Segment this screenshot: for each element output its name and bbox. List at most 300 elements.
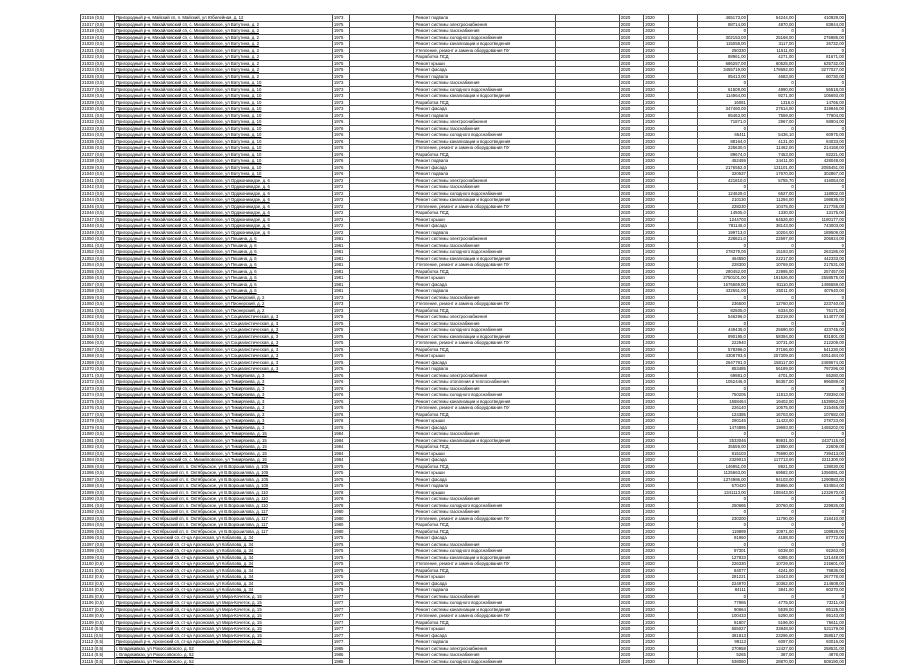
cell-year-start: 2020 xyxy=(619,164,643,171)
cell-address[interactable]: Пригородный р-н, Михайловский сп, с. Михайловское, ул Ватутина, д. 10 xyxy=(114,86,332,93)
cell-cost-part: 0 xyxy=(747,242,795,249)
cell-year-start: 2020 xyxy=(619,320,643,327)
cell-id: 21079 (0,5) xyxy=(81,424,115,431)
cell-work-type: Ремонт системы газоснабжения xyxy=(414,593,555,600)
cell-total-cost: 115058,00 xyxy=(697,41,747,48)
cell-address[interactable]: Пригородный р-н, Михайловский сп, с. Михайловское, ул Ватутина, д. 2 xyxy=(114,67,332,74)
cell-id: 21069 (0,5) xyxy=(81,359,115,366)
cell-build-year: 1976 xyxy=(332,418,349,425)
cell-cost-part: 17670,00 xyxy=(747,171,795,178)
cell-address[interactable]: Пригородный р-н, Архонский сп, ст-ца Архонская, ул Мира-Кочеток, д. 15 xyxy=(114,600,332,607)
cell-address[interactable]: Пригородный р-н, Михайловский сп, с. Михайловское, ул Тимирязева, д. 3 xyxy=(114,379,332,386)
cell-build-year: 1976 xyxy=(332,405,349,412)
cell-address[interactable]: Пригородный р-н, Михайловский сп, с. Михайловское, ул Ватутина, д. 10 xyxy=(114,151,332,158)
cell-address[interactable]: Пригородный р-н, Михайловский сп, с. Михайловское, ул Социалистическая, д. 3 xyxy=(114,359,332,366)
cell-year-end: 2020 xyxy=(644,470,668,477)
cell-cost-part: 54244,00 xyxy=(747,15,795,22)
cell-year-start: 2020 xyxy=(619,73,643,80)
cell-work-type: Ремонт системы холодного водоснабжения xyxy=(414,502,555,509)
cell-cost-part: 8921,00 xyxy=(747,463,795,470)
cell-address[interactable]: Пригородный р-н, Майский сп, п. Майский, ул Юбилейная, д. 12 xyxy=(114,15,332,22)
cell-build-year: 1975 xyxy=(332,541,349,548)
cell-work-type: Ремонт системы электроснабжения xyxy=(414,21,555,28)
cell-address[interactable]: г. Владикавказ, ул Рокоссовского, д. 52 xyxy=(114,645,332,652)
cell-year-end: 2020 xyxy=(644,405,668,412)
cell-address[interactable]: г. Владикавказ, ул Рокоссовского, д. 52 xyxy=(114,658,332,665)
cell-address[interactable]: Пригородный р-н, Архонский сп, ст-ца Архонская, ул Кобалова, д. 34 xyxy=(114,574,332,581)
cell-cost-part: 0 xyxy=(747,522,795,529)
cell-cost-part: 75690,00 xyxy=(747,450,795,457)
cell-cost-part: 22697,00 xyxy=(747,236,795,243)
cell-address[interactable]: Пригородный р-н, Архонский сп, ст-ца Архонская, ул Кобалова, д. 34 xyxy=(114,561,332,568)
cell-id: 21066 (0,5) xyxy=(81,340,115,347)
cell-address[interactable]: Пригородный р-н, Михайловский сп, с. Михайловское, ул Орджоникидзе, д. 6 xyxy=(114,190,332,197)
cell-year-end: 2020 xyxy=(644,275,668,282)
cell-total-cost: 1125663,00 xyxy=(697,470,747,477)
cell-address[interactable]: Пригородный р-н, Михайловский сп, с. Михайловское, ул Ватутина, д. 2 xyxy=(114,21,332,28)
cell-year-end: 2020 xyxy=(644,307,668,314)
cell-build-year: 1972 xyxy=(332,203,349,210)
cell-address[interactable]: Пригородный р-н, Архонский сп, ст-ца Архонская, ул Кобалова, д. 34 xyxy=(114,535,332,542)
cell-address[interactable]: Пригородный р-н, Архонский сп, ст-ца Архонская, ул Мира-Кочеток, д. 15 xyxy=(114,639,332,646)
cell-cost-rest: 73211,00 xyxy=(795,600,845,607)
cell-address[interactable]: Пригородный р-н, Михайловский сп, с. Михайловское, ул Ватутина, д. 2 xyxy=(114,41,332,48)
cell-year-start: 2020 xyxy=(619,333,643,340)
cell-total-cost: 0 xyxy=(697,385,747,392)
cell-total-cost: 1244703 xyxy=(697,216,747,223)
cell-work-type: Ремонт системы отопления и теплоснабжения xyxy=(414,379,555,386)
cell-id: 21075 (0,5) xyxy=(81,398,115,405)
cell-id: 21098 (0,5) xyxy=(81,548,115,555)
cell-address[interactable]: Пригородный р-н, Михайловский сп, с. Михайловское, ул Тимирязева, д. 15 xyxy=(114,444,332,451)
cell-total-cost: 5265 xyxy=(697,652,747,659)
cell-address[interactable]: Пригородный р-н, Архонский сп, ст-ца Архонская, ул Кобалова, д. 34 xyxy=(114,567,332,574)
cell-address[interactable]: Пригородный р-н, Октябрьский сп, п. Октябрьское, ул В.Ворошилова, д. 117 xyxy=(114,522,332,529)
cell-address[interactable]: Пригородный р-н, Михайловский сп, с. Михайловское, ул Тимирязева, д. 3 xyxy=(114,418,332,425)
cell-cost-rest: 521179,00 xyxy=(795,626,845,633)
cell-year-end: 2020 xyxy=(644,398,668,405)
cell-address[interactable]: Пригородный р-н, Михайловский сп, с. Михайловское, ул Тимирязева, д. 3 xyxy=(114,424,332,431)
cell-build-year: 1975 xyxy=(332,346,349,353)
cell-build-year: 1975 xyxy=(332,580,349,587)
cell-address[interactable]: Пригородный р-н, Михайловский сп, с. Михайловское, ул Ватутина, д. 2 xyxy=(114,34,332,41)
cell-address[interactable]: Пригородный р-н, Архонский сп, ст-ца Архонская, ул Мира-Кочеток, д. 15 xyxy=(114,593,332,600)
cell-cost-part: 387,00 xyxy=(747,652,795,659)
cell-cost-rest: 319846,00 xyxy=(795,106,845,113)
cell-cost-rest: 85125,00 xyxy=(795,606,845,613)
cell-build-year: 1975 xyxy=(332,327,349,334)
cell-build-year: 1975 xyxy=(332,60,349,67)
cell-address[interactable]: Пригородный р-н, Михайловский сп, с. Михайловское, ул Орджоникидзе, д. 6 xyxy=(114,197,332,204)
cell-address[interactable]: Пригородный р-н, Михайловский сп, с. Михайловское, ул Ватутина, д. 10 xyxy=(114,138,332,145)
cell-address[interactable]: Пригородный р-н, Октябрьский сп, п. Октябрьское, ул В.Ворошилова, д. 110 xyxy=(114,502,332,509)
cell-year-end: 2020 xyxy=(644,424,668,431)
cell-total-cost: 1052446,0 xyxy=(697,379,747,386)
cell-empty xyxy=(668,658,697,665)
cell-cost-part: 81110,00 xyxy=(747,281,795,288)
cell-address[interactable]: Пригородный р-н, Октябрьский сп, п. Октябрьское, ул В.Ворошилова, д. 105 xyxy=(114,463,332,470)
cell-address[interactable]: Пригородный р-н, Михайловский сп, с. Михайловское, ул Орджоникидзе, д. 6 xyxy=(114,223,332,230)
cell-address[interactable]: Пригородный р-н, Архонский сп, ст-ца Архонская, ул Мира-Кочеток, д. 15 xyxy=(114,613,332,620)
cell-build-year: 1980 xyxy=(332,509,349,516)
cell-address[interactable]: Пригородный р-н, Михайловский сп, с. Михайловское, ул Ватутина, д. 10 xyxy=(114,99,332,106)
cell-total-cost: 81807 xyxy=(697,619,747,626)
cell-id: 21027 (0,5) xyxy=(81,86,115,93)
cell-address[interactable]: Пригородный р-н, Михайловский сп, с. Михайловское, ул Ватутина, д. 2 xyxy=(114,28,332,35)
cell-build-year: 1984 xyxy=(332,444,349,451)
cell-cost-part: 6385,00 xyxy=(747,554,795,561)
cell-year-start: 2020 xyxy=(619,177,643,184)
cell-address[interactable]: Пригородный р-н, Михайловский сп, с. Михайловское, ул Социалистическая, д. 3 xyxy=(114,340,332,347)
cell-id: 21070 (0,5) xyxy=(81,366,115,373)
cell-year-start: 2020 xyxy=(619,216,643,223)
cell-year-end: 2020 xyxy=(644,632,668,639)
cell-build-year: 1977 xyxy=(332,613,349,620)
cell-address[interactable]: Пригородный р-н, Архонский сп, ст-ца Архонская, ул Кобалова, д. 34 xyxy=(114,548,332,555)
cell-address[interactable]: Пригородный р-н, Михайловский сп, с. Михайловское, ул Тимирязева, д. 3 xyxy=(114,411,332,418)
cell-build-year: 1981 xyxy=(332,236,349,243)
cell-year-end: 2020 xyxy=(644,112,668,119)
cell-id: 21054 (0,5) xyxy=(81,262,115,269)
cell-year-start: 2020 xyxy=(619,541,643,548)
cell-address[interactable]: Пригородный р-н, Михайловский сп, с. Михайловское, ул Ватутина, д. 10 xyxy=(114,119,332,126)
cell-total-cost: 0 xyxy=(697,80,747,87)
cell-address[interactable]: Пригородный р-н, Михайловский сп, с. Михайловское, ул Тимирязева, д. 3 xyxy=(114,398,332,405)
cell-year-end: 2020 xyxy=(644,21,668,28)
cell-build-year: 1981 xyxy=(332,249,349,256)
cell-year-end: 2020 xyxy=(644,340,668,347)
cell-cost-part: 10971,00 xyxy=(747,528,795,535)
table-row xyxy=(81,437,846,444)
table-row xyxy=(81,333,846,340)
cell-cost-part: 10475,00 xyxy=(747,203,795,210)
cell-address[interactable]: Пригородный р-н, Михайловский сп, с. Михайловское, ул Ватутина, д. 2 xyxy=(114,54,332,61)
cell-year-end: 2020 xyxy=(644,106,668,113)
cell-address[interactable]: Пригородный р-н, Михайловский сп, с. Михайловское, ул Пешина, д. 6 xyxy=(114,288,332,295)
cell-work-type: Ремонт фасада xyxy=(414,424,555,431)
cell-year-start: 2020 xyxy=(619,587,643,594)
cell-address[interactable]: Пригородный р-н, Михайловский сп, с. Михайловское, ул Тимирязева, д. 15 xyxy=(114,437,332,444)
cell-address[interactable]: Пригородный р-н, Михайловский сп, с. Михайловское, ул Социалистическая, д. 3 xyxy=(114,353,332,360)
cell-address[interactable]: Пригородный р-н, Михайловский сп, с. Михайловское, ул Ватутина, д. 2 xyxy=(114,47,332,54)
cell-cost-rest: 68904,00 xyxy=(795,119,845,126)
cell-cost-rest: 79836,00 xyxy=(795,567,845,574)
cell-cost-rest: 77904,00 xyxy=(795,112,845,119)
cell-address[interactable]: Пригородный р-н, Михайловский сп, с. Михайловское, ул Орджоникидзе, д. 6 xyxy=(114,203,332,210)
cell-year-start: 2020 xyxy=(619,60,643,67)
cell-address[interactable]: Пригородный р-н, Архонский сп, ст-ца Архонская, ул Кобалова, д. 34 xyxy=(114,587,332,594)
cell-build-year: 1975 xyxy=(332,574,349,581)
cell-cost-part: 0 xyxy=(747,28,795,35)
cell-total-cost: 91960 xyxy=(697,535,747,542)
cell-year-end: 2020 xyxy=(644,80,668,87)
cell-work-type: Утепление, ремонт и замена оборудования ПУ xyxy=(414,301,555,308)
cell-build-year: 1980 xyxy=(332,515,349,522)
cell-id: 21083 (0,5) xyxy=(81,450,115,457)
cell-address[interactable]: Пригородный р-н, Михайловский сп, с. Михайловское, ул Ватутина, д. 10 xyxy=(114,145,332,152)
cell-address[interactable]: Пригородный р-н, Михайловский сп, с. Михайловское, ул Ватутина, д. 2 xyxy=(114,60,332,67)
cell-year-start: 2020 xyxy=(619,444,643,451)
cell-cost-rest: 0 xyxy=(795,184,845,191)
cell-address[interactable]: Пригородный р-н, Михайловский сп, с. Михайловское, ул Ватутина, д. 10 xyxy=(114,171,332,178)
cell-id: 21064 (0,5) xyxy=(81,327,115,334)
cell-id: 21047 (0,5) xyxy=(81,216,115,223)
cell-work-type: Ремонт подвала xyxy=(414,112,555,119)
cell-build-year: 1981 xyxy=(332,262,349,269)
cell-address[interactable]: Пригородный р-н, Михайловский сп, с. Михайловское, ул Орджоникидзе, д. 6 xyxy=(114,184,332,191)
cell-cost-rest: 278723,00 xyxy=(795,418,845,425)
cell-total-cost: 578396,0 xyxy=(697,346,747,353)
cell-address[interactable]: Пригородный р-н, Михайловский сп, с. Михайловское, ул Пионерский, д. 2 xyxy=(114,301,332,308)
cell-address[interactable]: Пригородный р-н, Михайловский сп, с. Михайловское, ул Пионерский, д. 2 xyxy=(114,294,332,301)
cell-empty xyxy=(350,658,414,665)
cell-year-start: 2020 xyxy=(619,606,643,613)
cell-build-year: 1975 xyxy=(332,67,349,74)
cell-address[interactable]: Пригородный р-н, Михайловский сп, с. Михайловское, ул Ватутина, д. 2 xyxy=(114,73,332,80)
cell-id: 21022 (0,5) xyxy=(81,54,115,61)
cell-address[interactable]: Пригородный р-н, Михайловский сп, с. Михайловское, ул Ватутина, д. 10 xyxy=(114,106,332,113)
cell-work-type: Утепление, ремонт и замена оборудования ПУ xyxy=(414,515,555,522)
cell-address[interactable]: Пригородный р-н, Михайловский сп, с. Михайловское, ул Ватутина, д. 10 xyxy=(114,132,332,139)
cell-cost-part: 0 xyxy=(747,541,795,548)
cell-address[interactable]: Пригородный р-н, Архонский сп, ст-ца Архонская, ул Мира-Кочеток, д. 15 xyxy=(114,626,332,633)
cell-address[interactable]: Пригородный р-н, Михайловский сп, с. Михайловское, ул Пешина, д. 6 xyxy=(114,242,332,249)
cell-address[interactable]: Пригородный р-н, Михайловский сп, с. Михайловское, ул Пешина, д. 6 xyxy=(114,281,332,288)
cell-address[interactable]: Пригородный р-н, Михайловский сп, с. Михайловское, ул Пешина, д. 6 xyxy=(114,249,332,256)
cell-address[interactable]: Пригородный р-н, Михайловский сп, с. Михайловское, ул Социалистическая, д. 3 xyxy=(114,333,332,340)
cell-year-start: 2020 xyxy=(619,470,643,477)
cell-cost-part: 56357,00 xyxy=(747,379,795,386)
cell-cost-rest: 258531,00 xyxy=(795,645,845,652)
cell-address[interactable]: г. Владикавказ, ул Рокоссовского, д. 52 xyxy=(114,652,332,659)
cell-cost-rest: 534554,00 xyxy=(795,483,845,490)
cell-year-start: 2020 xyxy=(619,93,643,100)
cell-year-start: 2020 xyxy=(619,431,643,438)
cell-cost-part: 12950,00 xyxy=(747,444,795,451)
cell-work-type: Ремонт системы газоснабжения xyxy=(414,28,555,35)
cell-address[interactable]: Пригородный р-н, Михайловский сп, с. Михайловское, ул Орджоникидзе, д. 6 xyxy=(114,177,332,184)
cell-address[interactable]: Пригородный р-н, Архонский сп, ст-ца Архонская, ул Кобалова, д. 34 xyxy=(114,554,332,561)
cell-build-year: 1976 xyxy=(332,379,349,386)
cell-cost-part: 10769,00 xyxy=(747,262,795,269)
cell-total-cost: 890195,0 xyxy=(697,333,747,340)
cell-total-cost: 85413,00 xyxy=(697,73,747,80)
cell-address[interactable]: Пригородный р-н, Михайловский сп, с. Михайловское, ул Тимирязева, д. 15 xyxy=(114,431,332,438)
cell-total-cost: 228300 xyxy=(697,262,747,269)
cell-cost-part: 158117,00 xyxy=(747,359,795,366)
cell-address[interactable]: Пригородный р-н, Михайловский сп, с. Михайловское, ул Социалистическая, д. 3 xyxy=(114,366,332,373)
cell-build-year: 1975 xyxy=(332,366,349,373)
cell-total-cost: 1374986,00 xyxy=(697,476,747,483)
cell-build-year: 1977 xyxy=(332,593,349,600)
cell-address[interactable]: Пригородный р-н, Архонский сп, ст-ца Архонская, ул Мира-Кочеток, д. 15 xyxy=(114,619,332,626)
cell-build-year: 1977 xyxy=(332,632,349,639)
cell-address[interactable]: Пригородный р-н, Октябрьский сп, п. Октябрьское, ул В.Ворошилова, д. 105 xyxy=(114,476,332,483)
cell-id: 21024 (0,5) xyxy=(81,67,115,74)
cell-work-type: Ремонт крыши xyxy=(414,470,555,477)
cell-year-start: 2020 xyxy=(619,138,643,145)
cell-address[interactable]: Пригородный р-н, Архонский сп, ст-ца Архонская, ул Кобалова, д. 34 xyxy=(114,580,332,587)
cell-id: 21080 (0,5) xyxy=(81,431,115,438)
cell-total-cost: 0 xyxy=(697,184,747,191)
cell-address[interactable]: Пригородный р-н, Архонский сп, ст-ца Архонская, ул Мира-Кочеток, д. 15 xyxy=(114,606,332,613)
cell-cost-part: 95931,00 xyxy=(747,437,795,444)
cell-work-type: Утепление, ремонт и замена оборудования ПУ xyxy=(414,262,555,269)
cell-address[interactable]: Пригородный р-н, Михайловский сп, с. Михайловское, ул Ватутина, д. 10 xyxy=(114,80,332,87)
cell-cost-part: 3841,00 xyxy=(747,587,795,594)
cell-cost-part: 10729,00 xyxy=(747,561,795,568)
cell-year-start: 2020 xyxy=(619,242,643,249)
cell-total-cost: 2533046 xyxy=(697,437,747,444)
cell-id: 21074 (0,5) xyxy=(81,392,115,399)
cell-build-year: 1976 xyxy=(332,132,349,139)
cell-total-cost: 0 xyxy=(697,431,747,438)
cell-cost-rest: 1180177,00 xyxy=(795,216,845,223)
cell-total-cost: 1474895 xyxy=(697,424,747,431)
cell-work-type: Разработка ПСД xyxy=(414,444,555,451)
cell-address[interactable]: Пригородный р-н, Михайловский сп, с. Михайловское, ул Пешина, д. 6 xyxy=(114,236,332,243)
cell-build-year: 1973 xyxy=(332,93,349,100)
cell-cost-part: 32219,00 xyxy=(747,314,795,321)
cell-build-year: 1975 xyxy=(332,340,349,347)
cell-year-end: 2020 xyxy=(644,73,668,80)
cell-work-type: Ремонт подвала xyxy=(414,288,555,295)
cell-year-start: 2020 xyxy=(619,275,643,282)
cell-year-end: 2020 xyxy=(644,522,668,529)
cell-address[interactable]: Пригородный р-н, Октябрьский сп, п. Октябрьское, ул В.Ворошилова, д. 110 xyxy=(114,489,332,496)
cell-cost-part: 5539,00 xyxy=(747,606,795,613)
cell-year-end: 2020 xyxy=(644,288,668,295)
cell-cost-rest: 738392,00 xyxy=(795,392,845,399)
cell-cost-rest: 358517,00 xyxy=(795,632,845,639)
cell-id: 21060 (0,5) xyxy=(81,301,115,308)
cell-address[interactable]: Пригородный р-н, Михайловский сп, с. Михайловское, ул Социалистическая, д. 3 xyxy=(114,320,332,327)
cell-address[interactable]: Пригородный р-н, Михайловский сп, с. Михайловское, ул Тимирязева, д. 15 xyxy=(114,457,332,464)
cell-address[interactable]: Пригородный р-н, Михайловский сп, с. Михайловское, ул Пешина, д. 6 xyxy=(114,262,332,269)
cell-address[interactable]: Пригородный р-н, Михайловский сп, с. Михайловское, ул Тимирязева, д. 3 xyxy=(114,372,332,379)
cell-address[interactable]: Пригородный р-н, Михайловский сп, с. Михайловское, ул Тимирязева, д. 15 xyxy=(114,450,332,457)
cell-address[interactable]: Пригородный р-н, Михайловский сп, с. Михайловское, ул Ватутина, д. 10 xyxy=(114,125,332,132)
cell-work-type: Ремонт крыши xyxy=(414,275,555,282)
cell-year-end: 2020 xyxy=(644,171,668,178)
cell-address[interactable]: Пригородный р-н, Октябрьский сп, п. Октябрьское, ул В.Ворошилова, д. 117 xyxy=(114,515,332,522)
cell-address[interactable]: Пригородный р-н, Михайловский сп, с. Михайловское, ул Социалистическая, д. 3 xyxy=(114,314,332,321)
cell-id: 21087 (0,5) xyxy=(81,476,115,483)
cell-address[interactable]: Пригородный р-н, Октябрьский сп, п. Октябрьское, ул В.Ворошилова, д. 117 xyxy=(114,528,332,535)
cell-work-type: Разработка ПСД xyxy=(414,307,555,314)
cell-cost-rest: 1056081,00 xyxy=(795,470,845,477)
cell-cost-rest: 2211300,00 xyxy=(795,457,845,464)
cell-address[interactable]: Пригородный р-н, Михайловский сп, с. Михайловское, ул Пешина, д. 6 xyxy=(114,255,332,262)
cell-year-start: 2020 xyxy=(619,457,643,464)
cell-address[interactable]: Пригородный р-н, Михайловский сп, с. Михайловское, ул Орджоникидзе, д. 6 xyxy=(114,229,332,236)
cell-cost-part: 11462,00 xyxy=(747,145,795,152)
cell-address[interactable]: Пригородный р-н, Михайловский сп, с. Михайловское, ул Орджоникидзе, д. 6 xyxy=(114,216,332,223)
cell-id: 21081 (0,5) xyxy=(81,437,115,444)
cell-cost-rest: 1539062,00 xyxy=(795,398,845,405)
cell-total-cost: 250686 xyxy=(697,502,747,509)
cell-address[interactable]: Пригородный р-н, Октябрьский сп, п. Октябрьское, ул В.Ворошилова, д. 105 xyxy=(114,483,332,490)
cell-address[interactable]: Пригородный р-н, Октябрьский сп, п. Октябрьское, ул В.Ворошилова, д. 105 xyxy=(114,470,332,477)
cell-cost-part: 11813,00 xyxy=(747,392,795,399)
cell-year-end: 2020 xyxy=(644,613,668,620)
cell-cost-rest: 60975,00 xyxy=(795,132,845,139)
cell-year-start: 2020 xyxy=(619,41,643,48)
cell-address[interactable]: Пригородный р-н, Михайловский сп, с. Михайловское, ул Пешина, д. 6 xyxy=(114,268,332,275)
cell-year-start: 2020 xyxy=(619,600,643,607)
cell-id: 21095 (0,5) xyxy=(81,528,115,535)
cell-year-start: 2020 xyxy=(619,54,643,61)
cell-year-end: 2020 xyxy=(644,606,668,613)
cell-work-type: Утепление, ремонт и замена оборудования ПУ xyxy=(414,613,555,620)
table-row xyxy=(81,327,846,334)
cell-year-end: 2020 xyxy=(644,483,668,490)
cell-id: 21084 (0,5) xyxy=(81,457,115,464)
cell-address[interactable]: Пригородный р-н, Михайловский сп, с. Михайловское, ул Тимирязева, д. 3 xyxy=(114,392,332,399)
cell-year-end: 2020 xyxy=(644,34,668,41)
cell-cost-rest: 2558575,00 xyxy=(795,275,845,282)
cell-address[interactable]: Пригородный р-н, Михайловский сп, с. Михайловское, ул Орджоникидзе, д. 6 xyxy=(114,210,332,217)
cell-year-end: 2020 xyxy=(644,366,668,373)
cell-year-end: 2020 xyxy=(644,580,668,587)
cell-year-end: 2020 xyxy=(644,314,668,321)
cell-build-year: 1976 xyxy=(332,372,349,379)
cell-address[interactable]: Пригородный р-н, Михайловский сп, с. Михайловское, ул Социалистическая, д. 3 xyxy=(114,327,332,334)
cell-address[interactable]: Пригородный р-н, Октябрьский сп, п. Октябрьское, ул В.Ворошилова, д. 110 xyxy=(114,496,332,503)
cell-build-year: 1973 xyxy=(332,99,349,106)
cell-address[interactable]: Пригородный р-н, Михайловский сп, с. Михайловское, ул Пионерский, д. 2 xyxy=(114,307,332,314)
cell-build-year: 1973 xyxy=(332,307,349,314)
cell-address[interactable]: Пригородный р-н, Михайловский сп, с. Михайловское, ул Социалистическая, д. 3 xyxy=(114,346,332,353)
cell-cost-part: 4775,00 xyxy=(747,600,795,607)
cell-cost-rest: 26732,00 xyxy=(795,41,845,48)
cell-year-start: 2020 xyxy=(619,229,643,236)
cell-address[interactable]: Пригородный р-н, Михайловский сп, с. Михайловское, ул Тимирязева, д. 3 xyxy=(114,405,332,412)
cell-address[interactable]: Пригородный р-н, Октябрьский сп, п. Октябрьское, ул В.Ворошилова, д. 117 xyxy=(114,509,332,516)
cell-build-year: 1977 xyxy=(332,606,349,613)
cell-address[interactable]: Пригородный р-н, Архонский сп, ст-ца Архонская, ул Кобалова, д. 34 xyxy=(114,541,332,548)
cell-id: 21048 (0,5) xyxy=(81,223,115,230)
cell-cost-rest: 82221,00 xyxy=(795,151,845,158)
cell-address[interactable]: Пригородный р-н, Михайловский сп, с. Михайловское, ул Ватутина, д. 10 xyxy=(114,112,332,119)
cell-cost-rest: 223740,00 xyxy=(795,301,845,308)
cell-work-type: Утепление, ремонт и замена оборудования ПУ xyxy=(414,47,555,54)
cell-address[interactable]: Пригородный р-н, Михайловский сп, с. Михайловское, ул Ватутина, д. 10 xyxy=(114,93,332,100)
cell-year-start: 2020 xyxy=(619,509,643,516)
table-row xyxy=(81,658,846,665)
cell-work-type: Ремонт фасада xyxy=(414,632,555,639)
cell-build-year: 1976 xyxy=(332,125,349,132)
cell-work-type: Ремонт крыши xyxy=(414,418,555,425)
cell-total-cost: 85463,00 xyxy=(697,112,747,119)
cell-address[interactable]: Пригородный р-н, Михайловский сп, с. Михайловское, ул Ватутина, д. 10 xyxy=(114,164,332,171)
cell-cost-part: 10675,00 xyxy=(747,405,795,412)
cell-year-end: 2020 xyxy=(644,587,668,594)
cell-work-type: Ремонт крыши xyxy=(414,489,555,496)
cell-address[interactable]: Пригородный р-н, Михайловский сп, с. Михайловское, ул Тимирязева, д. 3 xyxy=(114,385,332,392)
cell-address[interactable]: Пригородный р-н, Архонский сп, ст-ца Архонская, ул Мира-Кочеток, д. 15 xyxy=(114,632,332,639)
cell-cost-part: 0 xyxy=(747,80,795,87)
cell-work-type: Разработка ПСД xyxy=(414,528,555,535)
cell-year-end: 2020 xyxy=(644,418,668,425)
cell-build-year: 1981 xyxy=(332,242,349,249)
cell-address[interactable]: Пригородный р-н, Михайловский сп, с. Михайловское, ул Ватутина, д. 10 xyxy=(114,158,332,165)
cell-cost-rest: 215601,00 xyxy=(795,561,845,568)
cell-total-cost: 281221 xyxy=(697,574,747,581)
cell-address[interactable]: Пригородный р-н, Михайловский сп, с. Михайловское, ул Пешина, д. 6 xyxy=(114,275,332,282)
cell-total-cost: 0 xyxy=(697,125,747,132)
cell-cost-part: 108443,00 xyxy=(747,489,795,496)
